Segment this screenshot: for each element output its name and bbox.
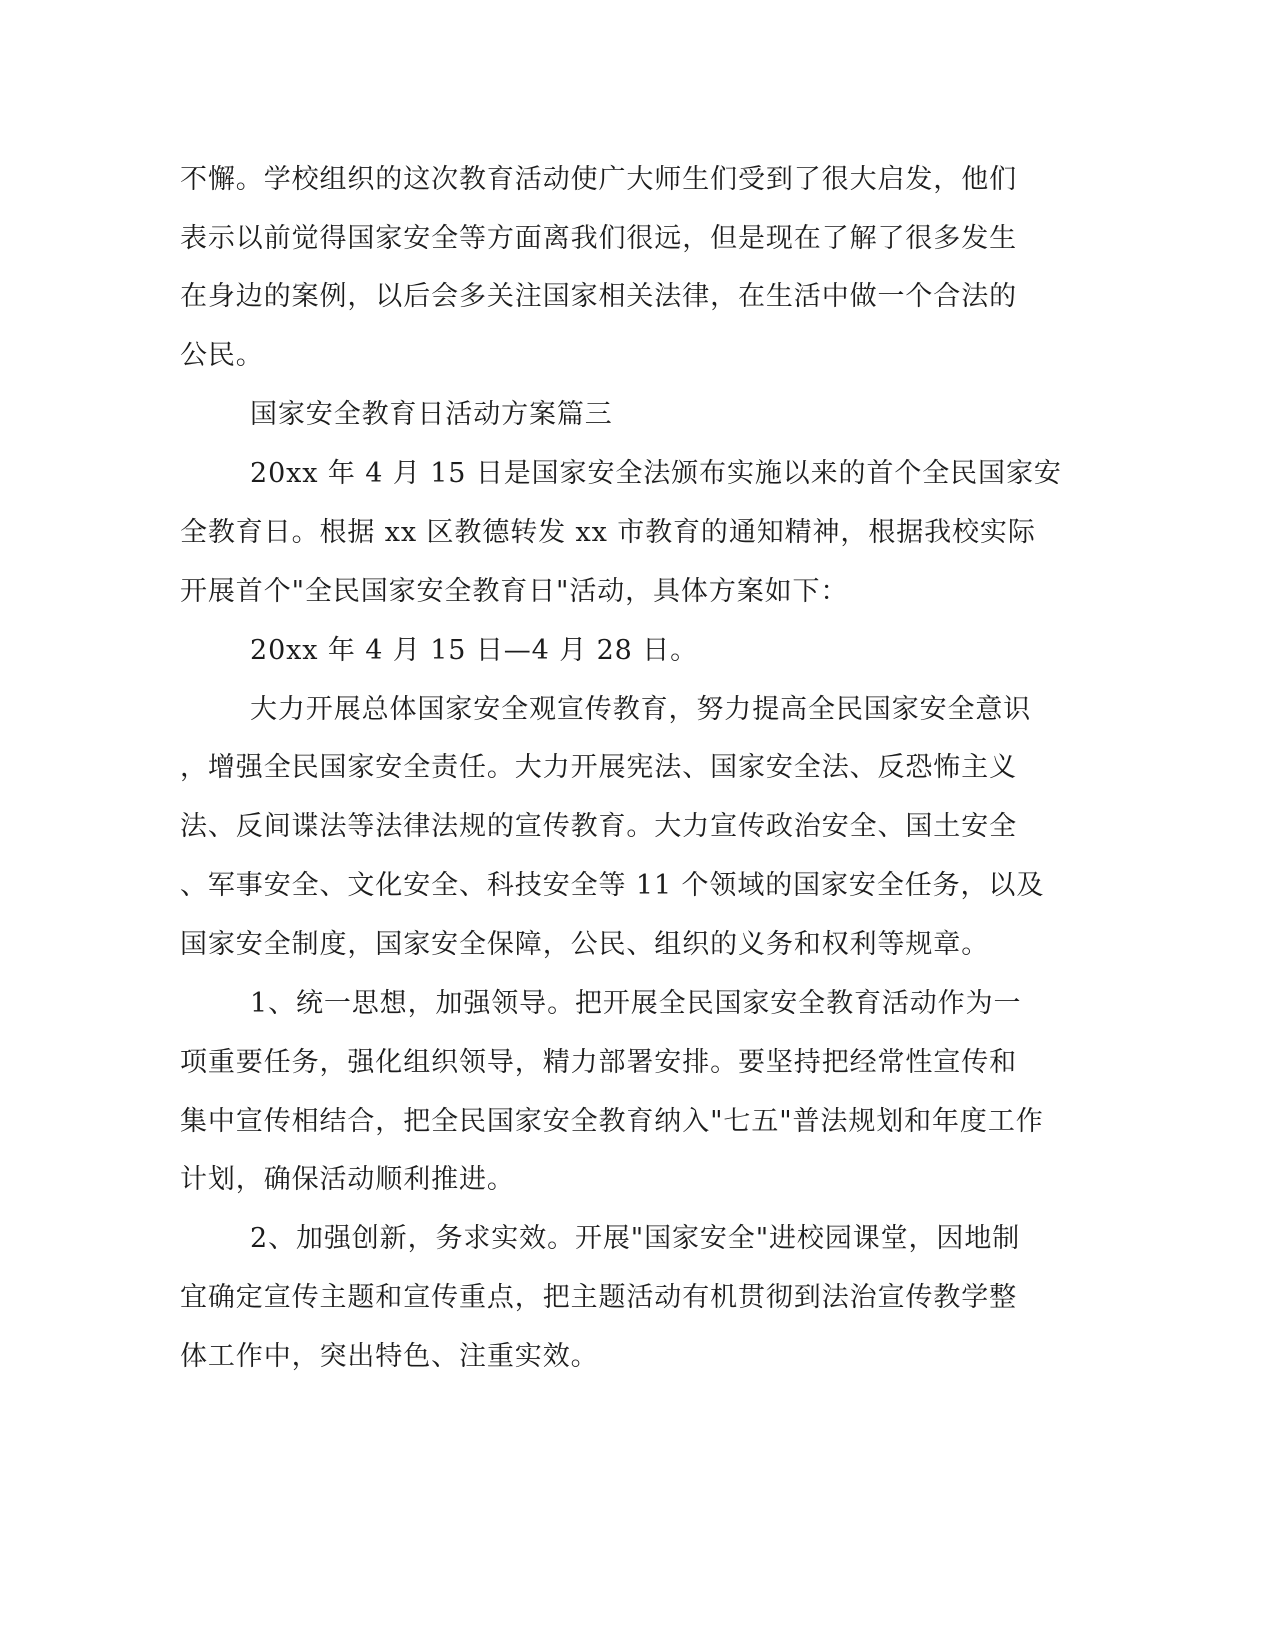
text-line: 体工作中，突出特色、注重实效。 [180, 1341, 599, 1372]
text-line: 大力开展总体国家安全观宣传教育，努力提高全民国家安全意识 [250, 694, 1032, 725]
text-line: 法、反间谍法等法律法规的宣传教育。大力宣传政治安全、国土安全 [180, 811, 1017, 842]
text-line: 集中宣传相结合，把全民国家安全教育纳入"七五"普法规划和年度工作 [180, 1106, 1044, 1137]
text-line: ，增强全民国家安全责任。大力开展宪法、国家安全法、反恐怖主义 [180, 752, 1017, 783]
text-line: 计划，确保活动顺利推进。 [180, 1164, 515, 1195]
text-line: 20xx 年 4 月 15 日—4 月 28 日。 [250, 635, 699, 666]
text-line: 不懈。学校组织的这次教育活动使广大师生们受到了很大启发，他们 [180, 164, 1017, 195]
section-title: 国家安全教育日活动方案篇三 [250, 399, 613, 430]
text-line: 宜确定宣传主题和宣传重点，把主题活动有机贯彻到法治宣传教学整 [180, 1282, 1017, 1313]
text-line: 、军事安全、文化安全、科技安全等 11 个领域的国家安全任务，以及 [180, 870, 1045, 901]
text-line: 表示以前觉得国家安全等方面离我们很远，但是现在了解了很多发生 [180, 223, 1017, 254]
text-line: 项重要任务，强化组织领导，精力部署安排。要坚持把经常性宣传和 [180, 1047, 1017, 1078]
text-line: 全教育日。根据 xx 区教德转发 xx 市教育的通知精神，根据我校实际 [180, 517, 1036, 548]
text-line: 1、统一思想，加强领导。把开展全民国家安全教育活动作为一 [250, 988, 1022, 1019]
text-line: 20xx 年 4 月 15 日是国家安全法颁布实施以来的首个全民国家安 [250, 458, 1062, 489]
text-line: 2、加强创新，务求实效。开展"国家安全"进校园课堂，因地制 [250, 1223, 1021, 1254]
text-line: 开展首个"全民国家安全教育日"活动，具体方案如下： [180, 576, 849, 607]
text-line: 国家安全制度，国家安全保障，公民、组织的义务和权利等规章。 [180, 929, 990, 960]
text-line: 公民。 [180, 340, 264, 371]
text-line: 在身边的案例，以后会多关注国家相关法律，在生活中做一个合法的 [180, 281, 1017, 312]
